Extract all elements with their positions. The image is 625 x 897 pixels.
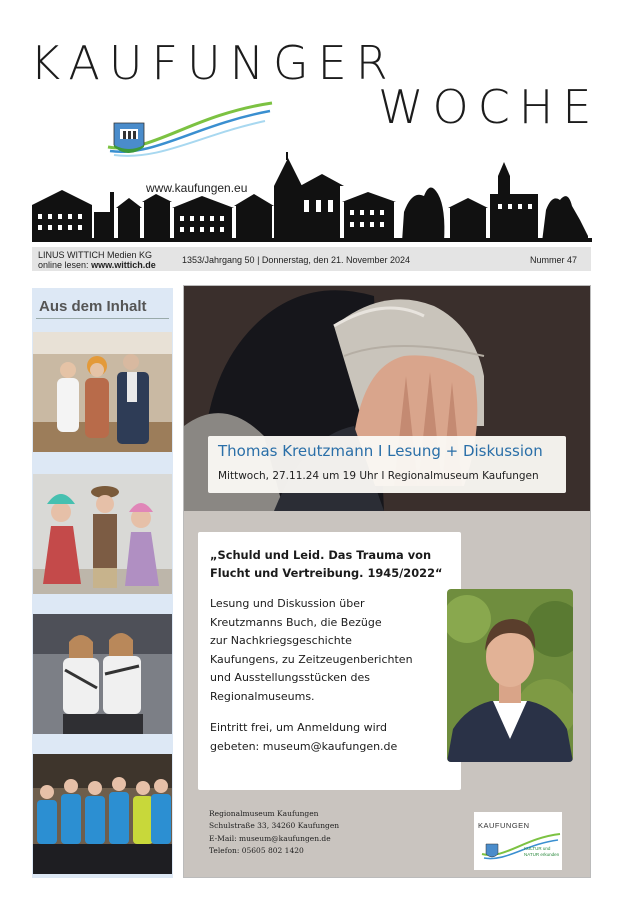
kaufungen-footer-logo: [474, 812, 562, 870]
publisher-name: LINUS WITTICH Medien KG: [38, 250, 153, 260]
issue-number: Nummer 47: [529, 255, 577, 265]
description-line: Regionalmuseums.: [210, 689, 315, 703]
publisher-block: [38, 250, 156, 270]
admission-line: Eintritt frei, um Anmeldung wird: [210, 721, 387, 734]
author-portrait: [447, 589, 573, 762]
issue-info-bar: [32, 247, 591, 271]
coat-of-arms-icon: [114, 123, 144, 153]
event-poster: [183, 285, 591, 878]
contents-sidebar: [32, 288, 173, 878]
thumbnail-event-photo[interactable]: [33, 332, 172, 452]
thumbnail-sports-photo[interactable]: [33, 614, 172, 734]
book-title-line: Flucht und Vertreibung. 1945/2022“: [210, 566, 443, 580]
sidebar-heading: Aus dem Inhalt: [39, 298, 147, 315]
website-url[interactable]: www.kaufungen.eu: [146, 181, 248, 195]
issue-date: 1353/Jahrgang 50 | Donnerstag, den 21. November 2024: [182, 255, 410, 265]
book-title-line: „Schuld und Leid. Das Trauma von: [210, 548, 432, 562]
book-title-quote: [210, 546, 460, 582]
event-description-card: [198, 532, 461, 790]
description-line: Lesung und Diskussion über: [210, 597, 365, 610]
contact-address: Schulstraße 33, 34260 Kaufungen: [209, 821, 340, 831]
museum-contact: [209, 808, 339, 857]
thumbnail-costume-photo[interactable]: [33, 474, 172, 594]
description-line: Kreutzmanns Buch, die Bezüge: [210, 615, 382, 629]
masthead-title-woche: WOCHE: [378, 80, 601, 134]
description-line: zur Nachkriegsgeschichte: [210, 634, 352, 647]
contact-phone: Telefon: 05605 802 1420: [209, 845, 304, 855]
footer-logo-tagline: KULTUR und NATUR erkunden: [524, 846, 560, 857]
event-description: [210, 595, 460, 706]
event-title-banner: [208, 436, 566, 493]
masthead-title-kaufunger: KAUFUNGER: [30, 36, 397, 90]
footer-logo-wordmark: KAUFUNGEN: [478, 821, 530, 830]
town-skyline-silhouette: [32, 150, 592, 242]
description-line: Kaufungens, zu Zeitzeugenberichten: [210, 652, 413, 666]
thumbnail-team-photo[interactable]: [33, 754, 172, 874]
contact-name: Regionalmuseum Kaufungen: [209, 809, 319, 818]
contact-email[interactable]: E-Mail: museum@kaufungen.de: [209, 833, 331, 843]
event-date-location: Mittwoch, 27.11.24 um 19 Uhr I Regionalmuseum Kaufungen: [218, 470, 539, 482]
event-title: Thomas Kreutzmann I Lesung + Diskussion: [218, 442, 543, 460]
online-read-label: online lesen:: [38, 260, 89, 270]
sidebar-divider: [36, 318, 169, 319]
admission-email-line[interactable]: gebeten: museum@kaufungen.de: [210, 740, 398, 753]
admission-info: [210, 718, 460, 756]
publisher-url[interactable]: www.wittich.de: [91, 260, 156, 270]
description-line: und Ausstellungsstücken des: [210, 671, 370, 684]
